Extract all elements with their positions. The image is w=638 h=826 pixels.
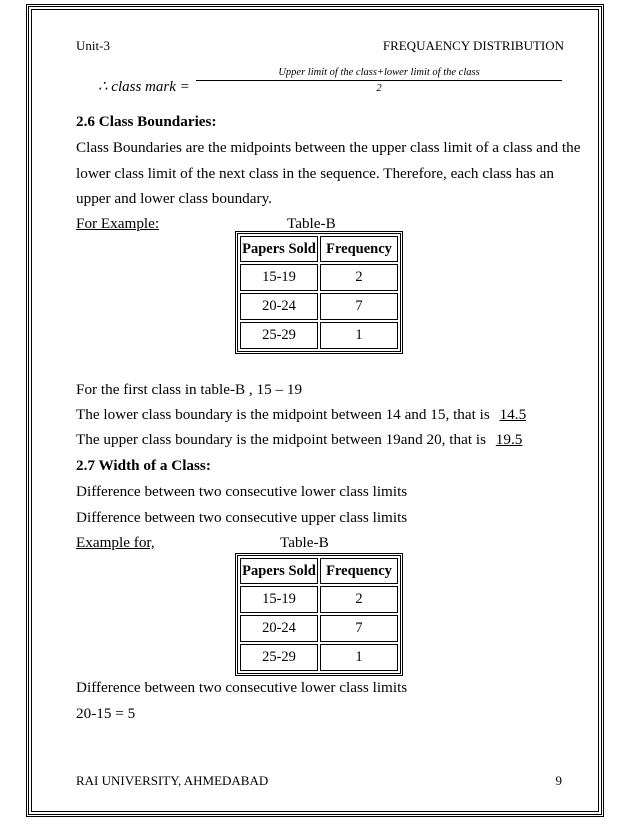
table-header-row (240, 236, 398, 262)
paragraph-line: upper and lower class boundary. (76, 190, 272, 207)
lower-boundary-text: The lower class boundary is the midpoint between 14 and 15, that is (76, 406, 490, 423)
section-2-7-heading: 2.7 Width of a Class: (76, 457, 211, 474)
column-header: Frequency (320, 236, 398, 262)
frequency-table (237, 555, 401, 674)
table-row (240, 322, 398, 349)
upper-boundary-value: 19.5 (495, 431, 523, 448)
example-label: For Example: (76, 215, 160, 232)
column-header: Papers Sold (240, 558, 318, 584)
example-label: Example for, (76, 534, 155, 551)
lower-boundary-value: 14.5 (499, 406, 527, 423)
page-number: 9 (555, 773, 562, 788)
column-header: Frequency (320, 558, 398, 584)
lower-boundary-line (76, 405, 526, 424)
header-title: FREQUAENCY DISTRIBUTION (382, 38, 564, 53)
table-cell: 20-24 (240, 293, 318, 320)
paragraph-line: Class Boundaries are the midpoints between the upper class limit of a class and the (76, 139, 581, 156)
frequency-table (237, 233, 401, 352)
difference-line: Difference between two consecutive lower class limits (76, 679, 408, 696)
table-title: Table-B (287, 215, 336, 232)
table-cell: 1 (320, 322, 398, 349)
table-cell: 15-19 (240, 264, 318, 291)
definition-line: Difference between two consecutive lower class limits (76, 483, 408, 500)
table-row (240, 293, 398, 320)
table-cell: 15-19 (240, 586, 318, 613)
formula-fraction (196, 67, 562, 94)
formula-numerator: Upper limit of the class+lower limit of the class (196, 67, 562, 81)
table-cell: 7 (320, 615, 398, 642)
table-row (240, 644, 398, 671)
paragraph-line: lower class limit of the next class in the sequence. Therefore, each class has an (76, 165, 554, 182)
table-cell: 2 (320, 264, 398, 291)
table-cell: 2 (320, 586, 398, 613)
table-row (240, 615, 398, 642)
formula-denominator: 2 (376, 83, 382, 94)
upper-boundary-text: The upper class boundary is the midpoint between 19and 20, that is (76, 431, 486, 448)
table-header-row (240, 558, 398, 584)
table-row (240, 586, 398, 613)
table-cell: 7 (320, 293, 398, 320)
calculation-line: 20-15 = 5 (76, 705, 136, 722)
table-row (240, 264, 398, 291)
first-class-line: For the first class in table-B , 15 – 19 (76, 381, 303, 398)
table-title: Table-B (280, 534, 329, 551)
table-cell: 1 (320, 644, 398, 671)
section-2-6-heading: 2.6 Class Boundaries: (76, 113, 217, 130)
column-header: Papers Sold (240, 236, 318, 262)
definition-line: Difference between two consecutive upper class limits (76, 509, 408, 526)
formula-lhs: ∴ class mark = (98, 79, 190, 95)
upper-boundary-line (76, 430, 522, 449)
table-cell: 25-29 (240, 322, 318, 349)
header-unit: Unit-3 (76, 38, 110, 53)
table-cell: 20-24 (240, 615, 318, 642)
footer-university: RAI UNIVERSITY, AHMEDABAD (76, 773, 269, 788)
table-cell: 25-29 (240, 644, 318, 671)
